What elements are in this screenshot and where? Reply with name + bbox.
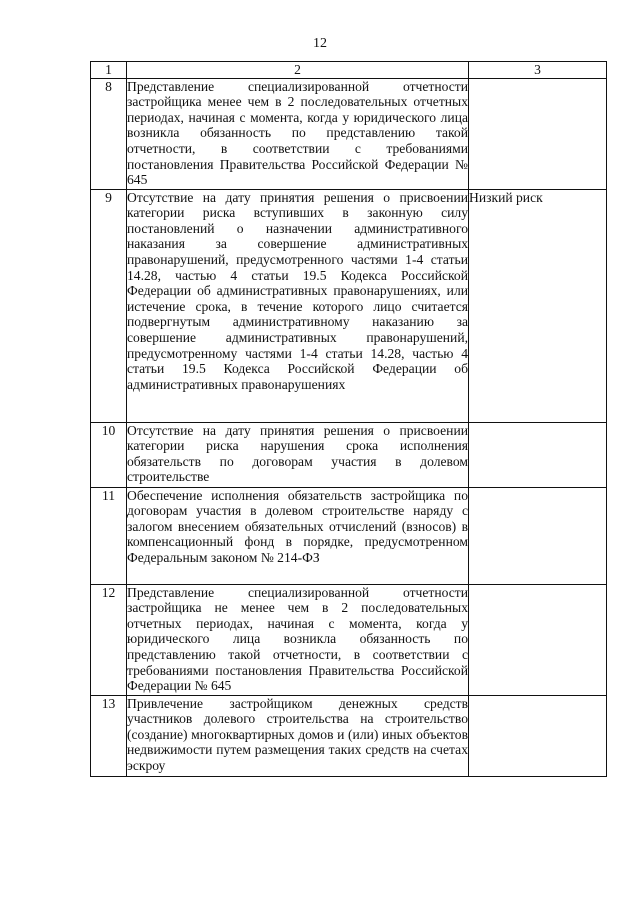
page-number: 12 [313, 36, 327, 51]
criterion-text: Обеспечение исполнения обязательств застройщика по договорам участия в долевом строительстве наряду с залогом внесением обязательных отчислений (взносов) в компенсационный фонд в порядке, предусмотренном Федеральным законом № 214-ФЗ [127, 487, 469, 584]
row-number: 13 [91, 695, 127, 776]
risk-category [469, 584, 607, 695]
table-row [91, 78, 607, 189]
criterion-text: Отсутствие на дату принятия решения о присвоении категории риска вступивших в законную силу постановлений о назначении административного наказания за совершение административных правонарушений, предусмотренного частями 1-4 статьи 14.28, частью 4 статьи 19.5 Кодекса Российской Федерации об административных правонарушениях, или истечение срока, в течение которого лицо считается подвергнутым административному наказанию за совершение административных правонарушений, предусмотренному частями 1-4 статьи 14.28, частью 4 статьи 19.5 Кодекса Российской Федерации об административных правонарушениях [127, 189, 469, 422]
table-row [91, 487, 607, 584]
table-row [91, 422, 607, 487]
column-header-2: 2 [127, 62, 469, 79]
criterion-text: Представление специализированной отчетности застройщика менее чем в 2 последовательных отчетных периодах, начиная с момента, когда у юридического лица возникла обязанность по представлению такой отчетности, в соответствии с требованиями постановления Правительства Российской Федерации № 645 [127, 78, 468, 188]
risk-category [469, 487, 607, 584]
criterion-text: Отсутствие на дату принятия решения о присвоении категории риска нарушения срока исполнения обязательств по договорам участия в долевом строительстве [127, 422, 469, 487]
table-row [91, 584, 607, 695]
table-row [91, 695, 607, 776]
risk-category: Низкий риск [469, 189, 607, 422]
risk-category [469, 78, 607, 189]
criterion-text: Привлечение застройщиком денежных средств участников долевого строительства на строительство (создание) многоквартирных домов и (или) иных объектов недвижимости путем размещения таких средств на счетах эскроу [127, 695, 469, 776]
column-header-3: 3 [469, 62, 607, 79]
row-number: 8 [91, 78, 127, 189]
row-number: 10 [91, 422, 127, 487]
table-row [91, 189, 607, 422]
criterion-text: Представление специализированной отчетности застройщика не менее чем в 2 последовательных отчетных периодах, начиная с момента, когда у юридического лица возникла обязанность по представлению такой отчетности, в соответствии с требованиями постановления Правительства Российской Федерации № 645 [127, 584, 468, 694]
row-number: 11 [91, 487, 127, 584]
risk-category [469, 695, 607, 776]
risk-category [469, 422, 607, 487]
row-number: 12 [91, 584, 127, 695]
table-header-row [91, 62, 607, 79]
risk-criteria-table [90, 61, 607, 777]
column-header-1: 1 [91, 62, 127, 79]
row-number: 9 [91, 189, 127, 422]
